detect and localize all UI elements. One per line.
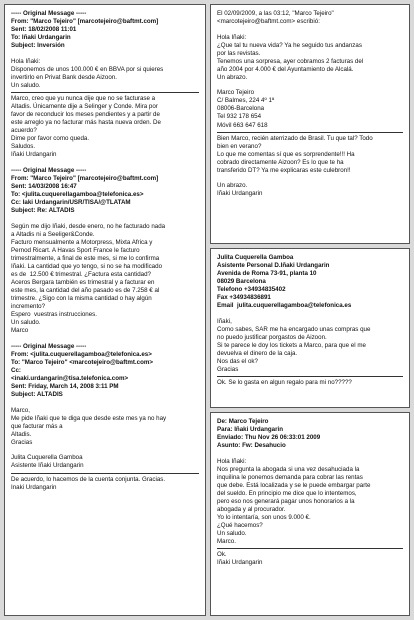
email-body-line: año 2004 por 4.000 € del Ayuntamiento de Alcalá. — [217, 65, 354, 73]
email-body-line: trimestre. ¿Sigo con la misma cantidad o hay algún — [11, 295, 152, 303]
email-body-line: del sueldo. En principio me dice que lo intentemos, — [217, 489, 357, 497]
email-body-line: abogada y al procurador. — [217, 506, 286, 514]
email-header-line: To: "Marco Tejeiro" <marcotejeiro@baftmt.com> — [11, 359, 153, 366]
email-body-line: Iñaki. La cantidad que yo tengo, si no se ha modificado — [11, 262, 163, 270]
email-body-line: Si te parece le doy los tickets a Marco, para que el me — [217, 342, 366, 350]
email-body-line: Altadis. Únicamente dije a Selinger y Conde. Mira por — [11, 103, 158, 111]
email-body-line: Nos das el ok? — [217, 358, 258, 366]
email-body-line: Marco. — [217, 538, 236, 546]
email-body-line: Marco, creo que yu nunca dije que no se facturase a — [11, 94, 156, 102]
email-body-line: ¿Que tal tu nueva vida? Ya he seguido tus andanzas — [217, 41, 362, 49]
email-body-line: devuelva el dinero de la caja. — [217, 350, 298, 358]
email-body-line: por las revistas. — [217, 49, 261, 57]
email-body-line: incremento? — [11, 303, 46, 311]
email-thread-middle-right — [210, 248, 410, 408]
email-body-line: Un saludo. — [217, 530, 247, 538]
email-body-line: es de 12.500 € trimestral. ¿Factura esta cantidad? — [11, 270, 151, 278]
email-body-line: Iñaki Urdangarin — [11, 151, 57, 159]
email-body-line: ¿Qué hacemos? — [217, 522, 263, 530]
email-body-line: que facturar más a — [11, 422, 63, 430]
email-body-line: invertirlo en Privat Bank desde Aizoon. — [11, 73, 117, 81]
email-body-line: De acuerdo, lo hacemos de la cuenta conjunta. Gracias. — [11, 475, 166, 483]
email-body-line: favor de reconducir los meses pendientes y a partir de — [11, 111, 160, 119]
email-header-line: <inaki.urdangarin@tisa.telefonica.com> — [11, 375, 129, 383]
email-body-line: este arreglo ya no facturar más hasta nueva orden. De — [11, 119, 161, 127]
email-header-line: ----- Original Message ----- — [11, 342, 87, 350]
email-header-line: To: <julita.cuquerellagamboa@telefonica.es> — [11, 191, 144, 199]
email-thread-bottom-right — [210, 412, 410, 616]
email-header-line: From: "Marco Tejeiro" [marcotejeiro@baftmt.com] — [11, 18, 159, 26]
email-body-line — [11, 447, 199, 454]
email-header-line: ----- Original Message ----- — [11, 166, 87, 174]
email-body-line — [217, 450, 403, 457]
email-body-line: Ok. Se lo gasta en algun regalo para mi no????? — [217, 379, 352, 387]
email-body-line: Tenemos una sorpresa, ayer cobramos 2 facturas del — [217, 57, 364, 65]
email-body-line — [11, 50, 199, 57]
email-body-line: Bien Marco, recién aterrizado de Brasil. Tu que tal? Todo — [217, 134, 373, 142]
email-thread-left — [4, 4, 206, 616]
email-body-line: Hola Iñaki: — [217, 457, 247, 465]
email-body-line: Julita Cuquerella Gamboa — [11, 454, 83, 462]
email-body-line: trimestralmente, a final de este mes, si me lo confirma — [11, 254, 160, 262]
email-body-line — [217, 175, 403, 182]
email-body-line: Iñaki Urdangarin — [217, 190, 263, 198]
email-body-line: a Altadis ni a Seeliger&Conde. — [11, 230, 95, 238]
email-body-line — [217, 310, 403, 317]
email-header-line: Julita Cuquerella Gamboa — [217, 254, 294, 261]
email-body-line — [11, 159, 199, 166]
email-header-line: From: "Marco Tejeiro" [marcotejeiro@baftmt.com] — [11, 174, 159, 182]
email-body-line: El 02/09/2009, a las 03:12, "Marco Tejeiro" — [217, 10, 334, 17]
email-header-line: Enviado: Thu Nov 26 06:33:01 2009 — [217, 434, 321, 442]
email-body-line: Nos pregunta la abogada si una vez desahuciada la — [217, 465, 360, 473]
email-body-line: Dime por favor como queda. — [11, 135, 90, 143]
email-body-line — [11, 215, 199, 222]
email-body-line: Un abrazo. — [217, 73, 248, 81]
email-body-line: Un abrazo. — [217, 182, 248, 190]
email-header-line: Asistente Personal D.Iñaki Urdangarin — [217, 262, 330, 270]
separator-line — [11, 473, 199, 474]
email-body-line: Iñaki Urdangarin — [217, 559, 263, 567]
email-body-line: no puedo justificar porgastos de Aizoon. — [217, 333, 327, 341]
email-body-line: Marco Tejeiro — [217, 89, 255, 97]
email-header-line: Cc: — [11, 367, 21, 375]
separator-line — [11, 92, 199, 93]
email-body-line: Gracias — [217, 366, 239, 374]
email-body-line — [217, 26, 403, 33]
email-header-line: Sent: Friday, March 14, 2008 3:11 PM — [11, 383, 119, 391]
email-header-line: From: <julita.cuquerellagamboa@telefonica.es> — [11, 350, 152, 358]
email-body-line: <marcotejeiro@baftmt.com> escribió: — [217, 18, 320, 26]
email-body-line: Espero vuestras instrucciones. — [11, 311, 97, 319]
email-body-line: Gracias — [11, 438, 33, 446]
email-body-line: acuerdo? — [11, 127, 37, 135]
email-header-line: Sent: 14/03/2008 16:47 — [11, 182, 77, 190]
email-body-line: Hola Iñaki: — [217, 33, 247, 41]
email-body-line: Según me dijo Iñaki, desde enero, no he facturado nada — [11, 222, 166, 230]
email-body-line: Un saludo. — [11, 81, 41, 89]
email-body-line: Asistente Iñaki Urdangarin — [11, 462, 84, 470]
email-header-line: 08029 Barcelona — [217, 278, 266, 286]
email-header-line: To: Iñaki Urdangarin — [11, 34, 71, 42]
email-header-line: ----- Original Message ----- — [11, 10, 87, 17]
email-header-line: Avenida de Roma 73-91, planta 10 — [217, 270, 317, 278]
email-header-line: Fax +34934836891 — [217, 294, 271, 302]
email-body-line: este mes, la cantidad del año pasado es de 7.258 € al — [11, 287, 160, 295]
separator-line — [217, 548, 403, 549]
email-header-line: Subject: Re: ALTADIS — [11, 207, 75, 215]
email-body-line: inquilina le ponemos demanda para cobrar las rentas — [217, 473, 363, 481]
email-header-line: Subject: Inversión — [11, 42, 65, 50]
separator-line — [217, 132, 403, 133]
separator-line — [217, 376, 403, 377]
email-thread-top-right — [210, 4, 410, 244]
email-body-line: que debe. Está localizada y se le puede embargar parte — [217, 481, 371, 489]
email-body-line: Yo lo intentaría, son unos 9.000 €. — [217, 514, 311, 522]
email-header-line: De: Marco Tejeiro — [217, 418, 269, 425]
email-body-line: Inaki Urdangarin — [11, 483, 57, 491]
email-body-line: Marco, — [11, 406, 30, 414]
email-body-line: Facturo mensualmente a Motorpress, Mixta Africa y — [11, 238, 153, 246]
email-body-line: Tel 932 178 654 — [217, 113, 262, 121]
email-body-line: Un saludo. — [11, 319, 41, 327]
email-body-line: Marco — [11, 327, 29, 335]
email-body-line: Me pide Iñaki que te diga que desde este mes ya no hay — [11, 414, 167, 422]
email-body-line: Altadis. — [11, 430, 32, 438]
email-body-line: transferido DT? Ya me explicaras este culebron!! — [217, 166, 351, 174]
email-body-line — [11, 335, 199, 342]
email-body-line: Ok. — [217, 551, 227, 559]
email-body-line — [11, 399, 199, 406]
email-body-line: C/ Balmes, 224 4º 1ª — [217, 97, 275, 105]
email-body-line: pero eso nos generará pagar unos honorarios a la — [217, 497, 355, 505]
email-header-line: Telefono +34934835402 — [217, 286, 286, 294]
email-body-line: Saludos. — [11, 143, 36, 151]
email-body-line: bien en verano? — [217, 142, 262, 150]
email-header-line: Subject: ALTADIS — [11, 391, 63, 399]
email-body-line: Iñaki, — [217, 317, 232, 325]
email-header-line: Email julita.cuquerellagamboa@telefonica.es — [217, 302, 352, 310]
email-body-line: Hola Iñaki: — [11, 57, 41, 65]
email-header-line: Sent: 18/02/2008 11:01 — [11, 26, 77, 34]
email-body-line: Como sabes, SAR me ha encargado unas compras que — [217, 325, 371, 333]
email-body-line: Móvil 663 647 618 — [217, 121, 268, 129]
email-body-line: 08006-Barcelona — [217, 105, 265, 113]
email-header-line: Asunto: Fw: Desahucio — [217, 442, 286, 450]
email-header-line: Cc: Iaki Urdangarin/USR/TISA/@TLATAM — [11, 199, 131, 207]
email-body-line: Pernod Ricart. A Havas Sport France le facturo — [11, 246, 140, 254]
email-header-line: Para: Iñaki Urdangarin — [217, 426, 284, 434]
email-body-line: cobrado directamente Aizoon? Es lo que te ha — [217, 158, 344, 166]
email-body-line: Disponemos de unos 100.000 € en BBVA por si quieres — [11, 65, 164, 73]
email-body-line: Aceros Bergara también es trimestral y a facturar en — [11, 279, 155, 287]
email-body-line: Lo que me comentas sí que es sorprendente!!! Ha — [217, 150, 355, 158]
email-body-line — [217, 82, 403, 89]
